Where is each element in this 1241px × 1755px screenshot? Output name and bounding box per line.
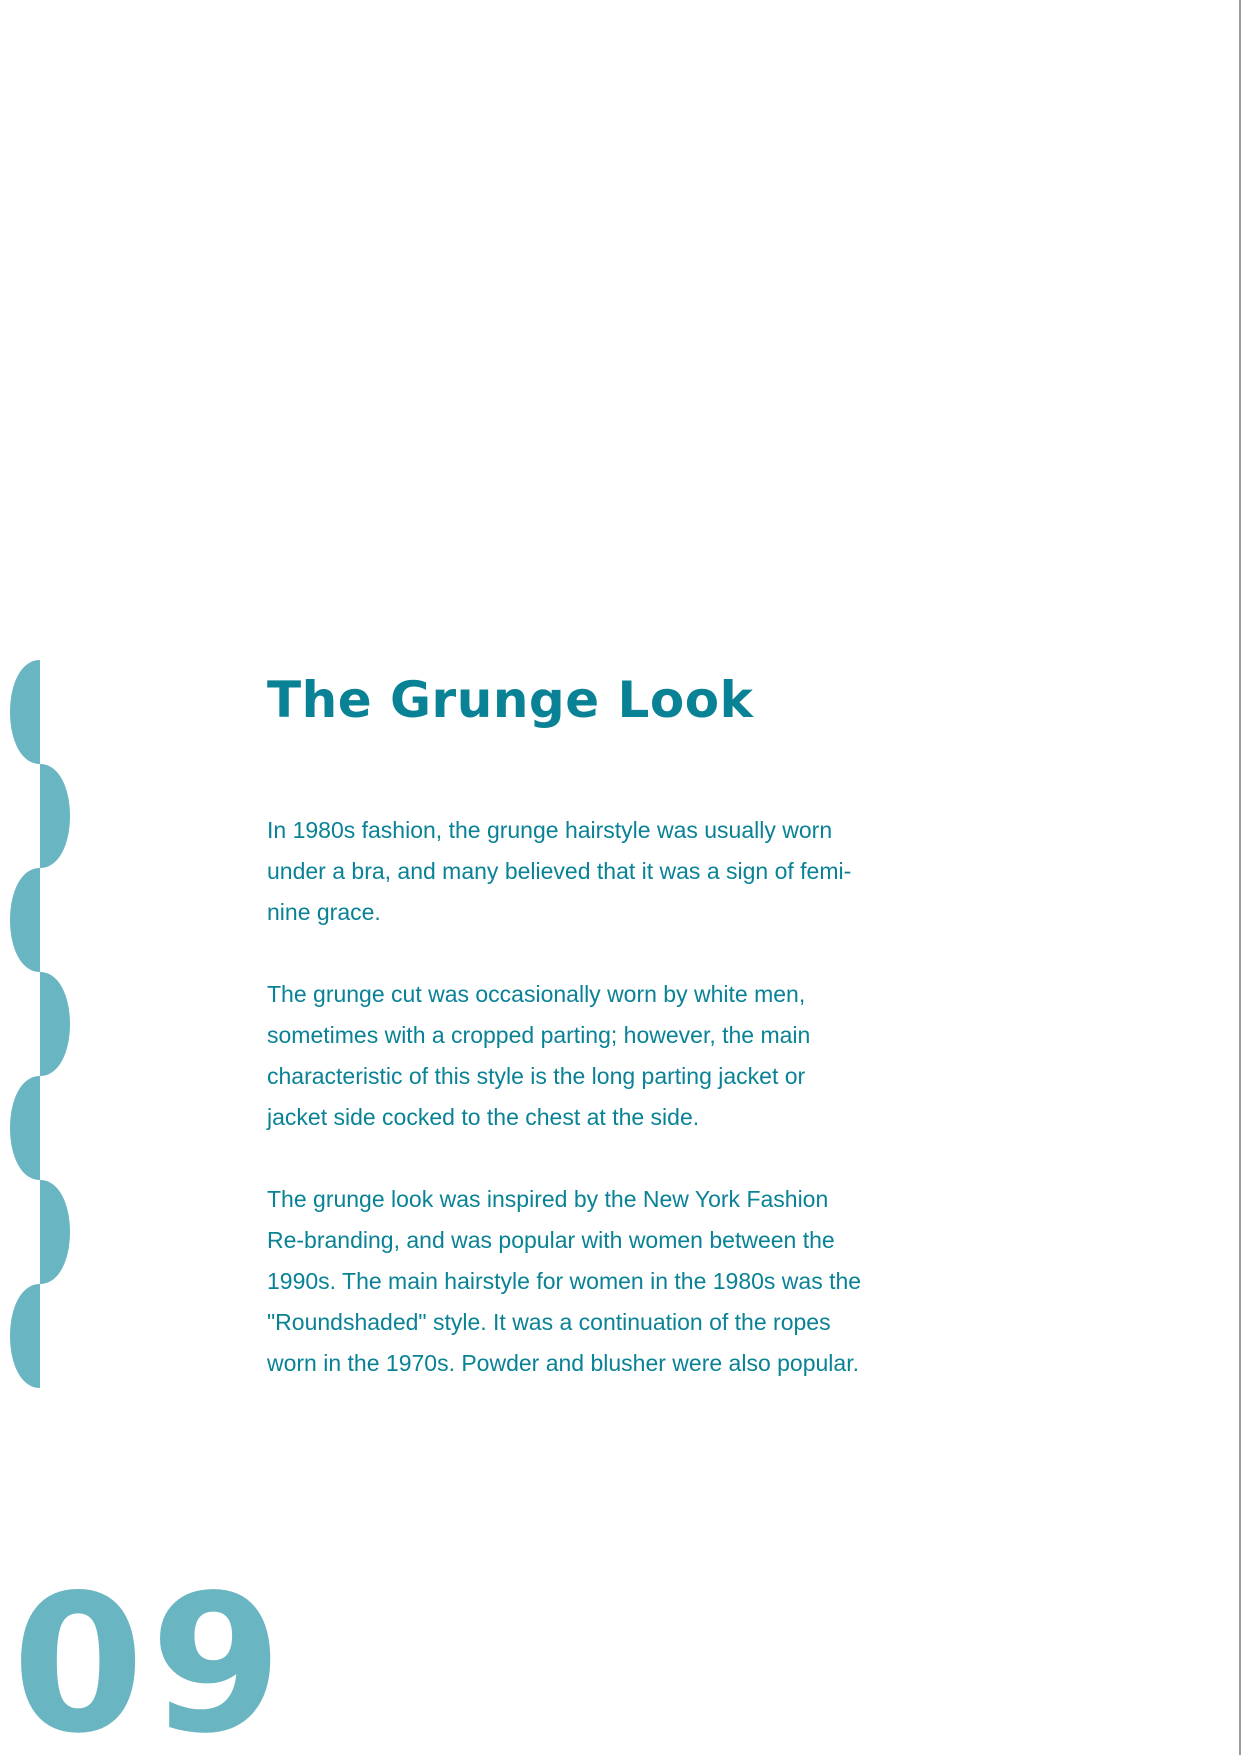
paragraph-line: Re-branding, and was popular with women between the [267,1227,835,1253]
page-title: The Grunge Look [267,671,754,729]
paragraph-line: under a bra, and many believed that it was a sign of femi- [267,858,852,884]
article-body [267,810,967,1425]
paragraph-line: worn in the 1970s. Powder and blusher were also popular. [267,1350,859,1376]
paragraph-line: The grunge cut was occasionally worn by white men, [267,981,806,1007]
paragraph-line: The grunge look was inspired by the New York Fashion [267,1186,829,1212]
paragraph-line: 1990s. The main hairstyle for women in the 1980s was the [267,1268,862,1294]
paragraph-line: sometimes with a cropped parting; however, the main [267,1022,811,1048]
paragraph-line: In 1980s fashion, the grunge hairstyle was usually worn [267,817,833,843]
paragraph-1 [267,810,967,933]
paragraph-2 [267,974,967,1138]
page-number: 09 [12,1554,289,1755]
paragraph-3 [267,1179,967,1384]
paragraph-line: "Roundshaded" style. It was a continuation of the ropes [267,1309,831,1335]
paragraph-line: jacket side cocked to the chest at the side. [267,1104,700,1130]
paragraph-line: nine grace. [267,899,381,925]
scalloped-wave-decoration [0,660,80,1390]
paragraph-line: characteristic of this style is the long parting jacket or [267,1063,806,1089]
